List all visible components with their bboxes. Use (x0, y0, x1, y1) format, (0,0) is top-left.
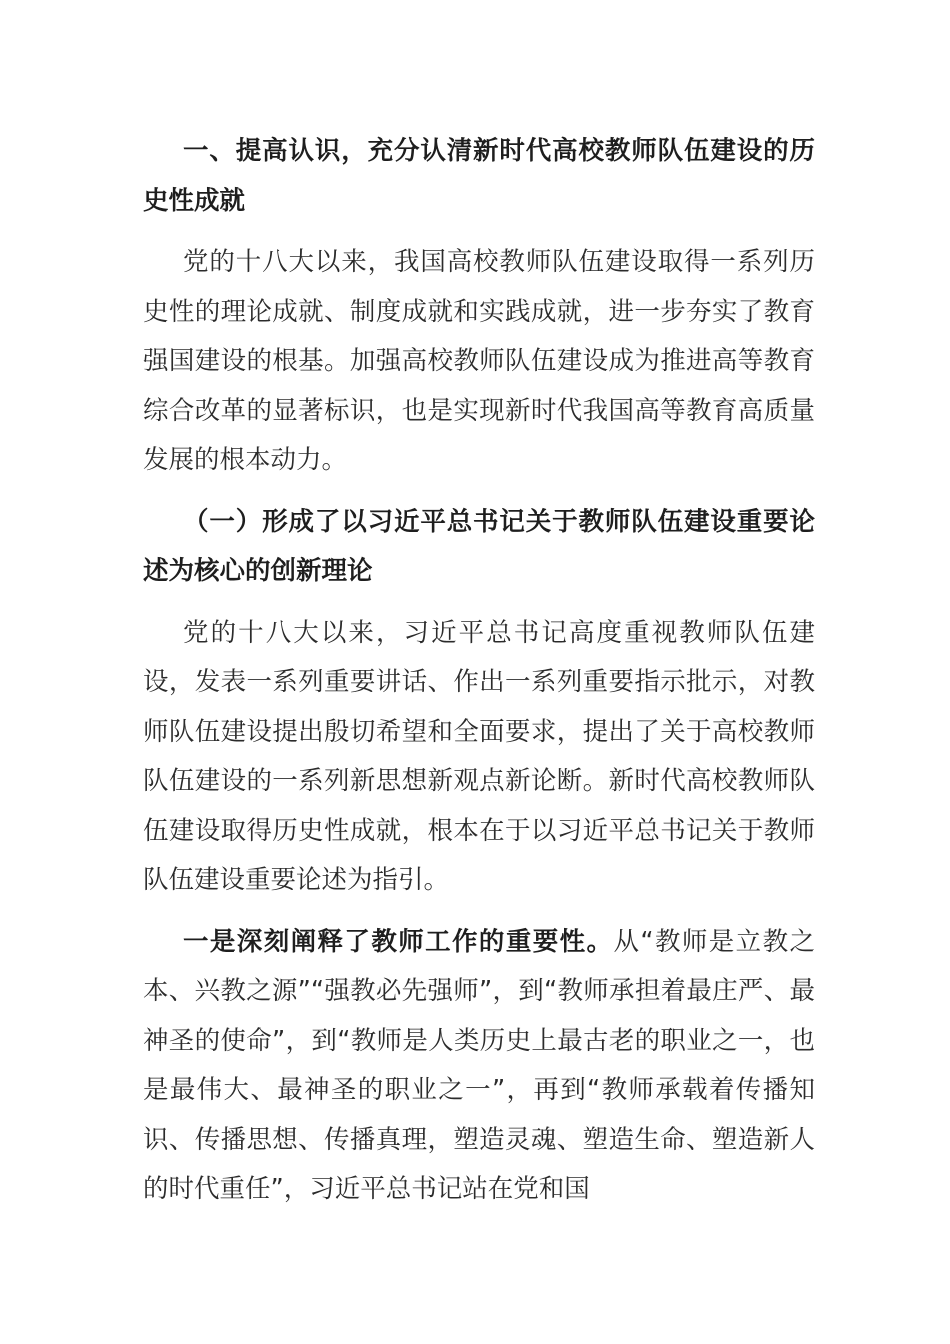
body-paragraph (143, 918, 815, 1215)
section-heading: 一、提高认识，充分认清新时代高校教师队伍建设的历史性成就 (143, 136, 815, 216)
paragraph-text: 从“教师是立教之本、兴教之源”“强教必先强师”，到“教师承担着最庄严、最神圣的使命”，到“教师是人类历史上最古老的职业之一，也是最伟大、最神圣的职业之一”，再到“教师承载着传播知识、传播思想、传播真理，塑造灵魂、塑造生命、塑造新人的时代重任”，习近平总书记站在党和国 (143, 926, 815, 1204)
subsection-heading: （一）形成了以习近平总书记关于教师队伍建设重要论述为核心的创新理论 (143, 506, 815, 586)
body-paragraph: 党的十八大以来，我国高校教师队伍建设取得一系列历史性的理论成就、制度成就和实践成就，进一步夯实了教育强国建设的根基。加强高校教师队伍建设成为推进高等教育综合改革的显著标识，也是实现新时代我国高等教育高质量发展的根本动力。 (143, 247, 815, 475)
document-body (143, 127, 815, 1215)
body-paragraph: 党的十八大以来，习近平总书记高度重视教师队伍建设，发表一系列重要讲话、作出一系列重要指示批示，对教师队伍建设提出殷切希望和全面要求，提出了关于高校教师队伍建设的一系列新思想新观点新论断。新时代高校教师队伍建设取得历史性成就，根本在于以习近平总书记关于教师队伍建设重要论述为指引。 (143, 617, 815, 895)
paragraph-lead: 一是深刻阐释了教师工作的重要性。 (183, 926, 614, 957)
